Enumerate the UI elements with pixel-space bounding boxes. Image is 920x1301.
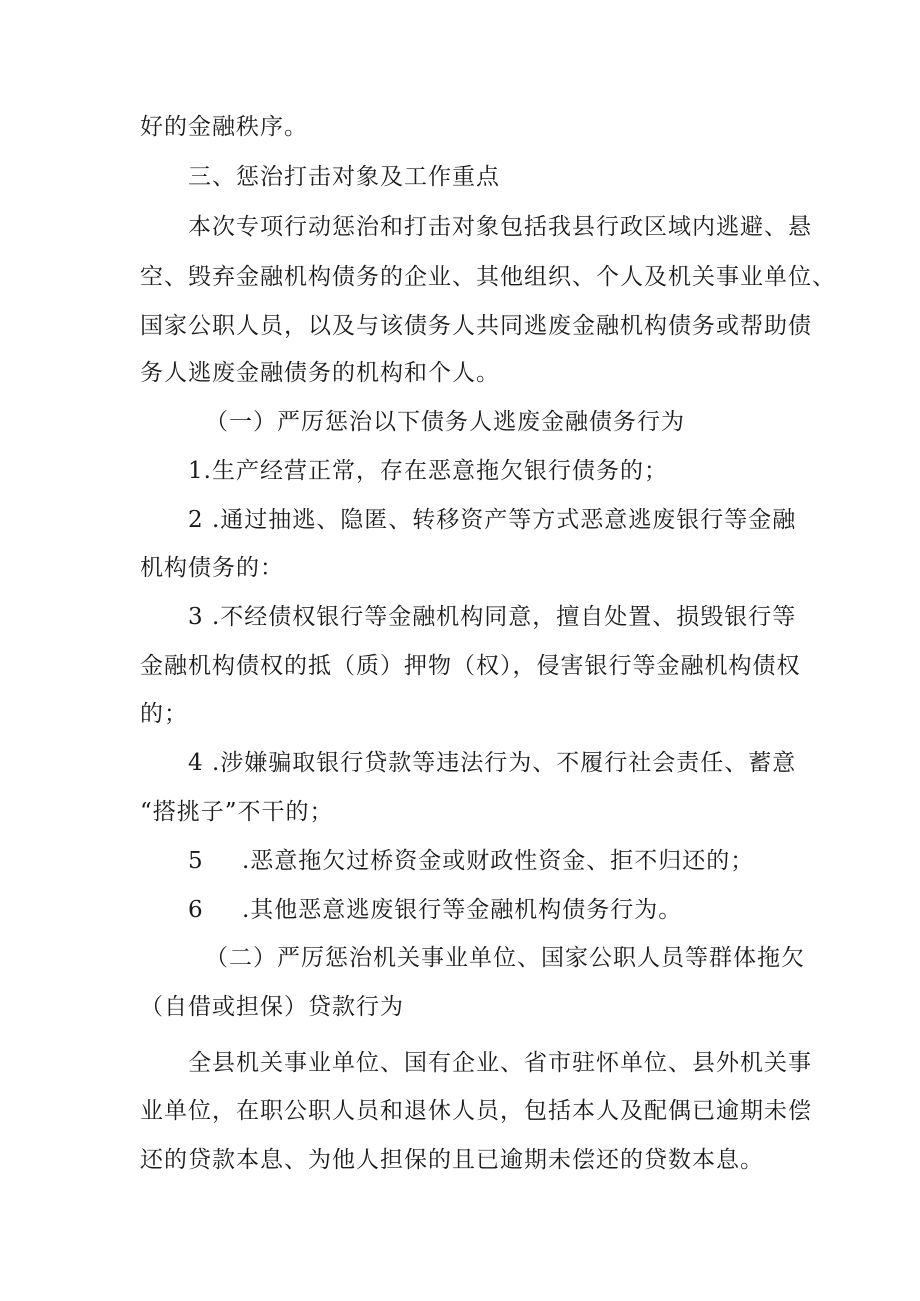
- subsection-heading: （一）严厉惩治以下债务人逃废金融债务行为: [205, 409, 685, 435]
- paragraph-line: 金融机构债权的抵（质）押物（权），侵害银行等金融机构债权: [140, 653, 801, 679]
- subsection-heading: （二）严厉惩治机关事业单位、国家公职人员等群体拖欠: [205, 945, 805, 971]
- list-text: .其他恶意逃废银行等金融机构债务行为。: [242, 897, 683, 923]
- paragraph-line: 好的金融秩序。: [140, 114, 308, 140]
- list-item: 4 .涉嫌骗取银行贷款等违法行为、不履行社会责任、蓄意: [188, 750, 797, 776]
- list-number: 5: [188, 848, 204, 874]
- paragraph-line: 国家公职人员，以及与该债务人共同逃废金融机构债务或帮助债: [140, 313, 812, 339]
- list-item: 2 .通过抽逃、隐匿、转移资产等方式恶意逃废银行等金融: [188, 507, 797, 533]
- paragraph-line: 机构债务的：: [140, 555, 284, 581]
- list-item: 3 .不经债权银行等金融机构同意，擅自处置、损毁银行等: [188, 604, 797, 630]
- list-item: [188, 846, 754, 876]
- paragraph-line: 全县机关事业单位、国有企业、省市驻怀单位、县外机关事: [188, 1050, 812, 1076]
- list-text: .恶意拖欠过桥资金或财政性资金、拒不归还的；: [242, 848, 755, 874]
- paragraph-line: 业单位，在职公职人员和退休人员，包括本人及配偶已逾期未偿: [140, 1098, 812, 1124]
- list-item: 1.生产经营正常，存在恶意拖欠银行债务的；: [188, 458, 668, 484]
- paragraph-line: 本次专项行动惩治和打击对象包括我县行政区域内逃避、悬: [188, 214, 812, 240]
- paragraph-line: 还的贷款本息、为他人担保的且已逾期未偿还的贷数本息。: [140, 1147, 764, 1173]
- paragraph-line: 的；: [140, 701, 188, 727]
- paragraph-line: 空、毁弃金融机构债务的企业、其他组织、个人及机关事业单位、: [140, 264, 836, 290]
- paragraph-line: 务人逃废金融债务的机构和个人。: [140, 360, 500, 386]
- list-item: [188, 895, 682, 925]
- paragraph-line: “搭挑子”不干的；: [140, 799, 334, 825]
- list-number: 6: [188, 897, 204, 923]
- subsection-heading: （自借或担保）贷款行为: [140, 994, 404, 1020]
- section-heading: 三、惩治打击对象及工作重点: [188, 164, 500, 190]
